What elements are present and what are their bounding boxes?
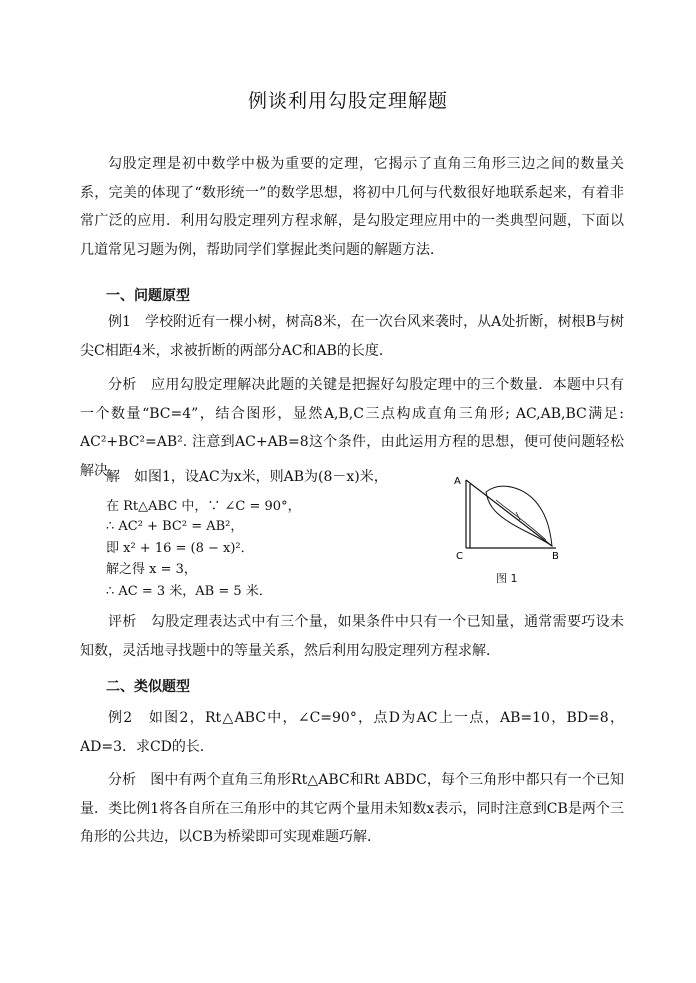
analysis-1: 分析 应用勾股定理解决此题的关键是把握好勾股定理中的三个数量．本题中只有一个数量“BC=4”，结合图形，显然A,B,C三点构成直角三角形; AC,AB,BC满足: AC²+BC²=AB². 注意到AC+AB=8这个条件，由此运用方程的思想，便可使问题轻松解决． <box>80 377 624 479</box>
solution-line: ∴ AC² + BC² = AB²， <box>106 519 244 534</box>
broken-top-line <box>466 480 552 546</box>
label-a: A <box>454 476 461 487</box>
example-2: 例2 如图2，Rt△ABC中，∠C=90°，点D为AC上一点，AB=10，BD=8，AD=3．求CD的长． <box>80 710 624 755</box>
solution-heading: 解 如图1，设AC为x米，则AB为(8－x)米， <box>106 469 388 485</box>
section-heading-2: 二、类似题型 <box>106 679 190 695</box>
solution-line: 解之得 x = 3， <box>106 562 197 577</box>
review-1: 评析 勾股定理表达式中有三个量，如果条件中只有一个已知量，通常需要巧设未知数，灵活地寻找题中的等量关系，然后利用勾股定理列方程求解． <box>80 614 624 659</box>
intro-paragraph: 勾股定理是初中数学中极为重要的定理，它揭示了直角三角形三边之间的数量关系，完美的体现了“数形统一”的数学思想，将初中几何与代数很好地联系起来，有着非常广泛的应用．利用勾股定理列方程求解，是勾股定理应用中的一类典型问题，下面以几道常见习题为例，帮助同学们掌握此类问题的解题方法． <box>80 156 624 258</box>
figure-1-caption: 图 1 <box>496 572 518 585</box>
solution-line: 即 x² + 16 = (8 − x)²． <box>106 541 254 556</box>
solution-line: ∴ AC = 3 米，AB = 5 米． <box>106 584 272 599</box>
label-b: B <box>552 551 559 562</box>
page-title: 例谈利用勾股定理解题 <box>247 90 448 112</box>
example-1: 例1 学校附近有一棵小树，树高8米，在一次台风来袭时，从A处折断，树根B与树尖C相距4米，求被折断的两部分AC和AB的长度． <box>80 314 624 359</box>
analysis-2: 分析 图中有两个直角三角形Rt△ABC和Rt ABDC，每个三角形中都只有一个已知量．类比例1将各自所在三角形中的其它两个量用未知数x表示，同时注意到CB是两个三角形的公共边，以CB为桥梁即可实现难题巧解． <box>80 772 624 845</box>
solution-line: 在 Rt△ABC 中，∵ ∠C = 90°， <box>106 499 301 514</box>
section-heading-1: 一、问题原型 <box>106 288 190 304</box>
label-c: C <box>456 551 463 562</box>
